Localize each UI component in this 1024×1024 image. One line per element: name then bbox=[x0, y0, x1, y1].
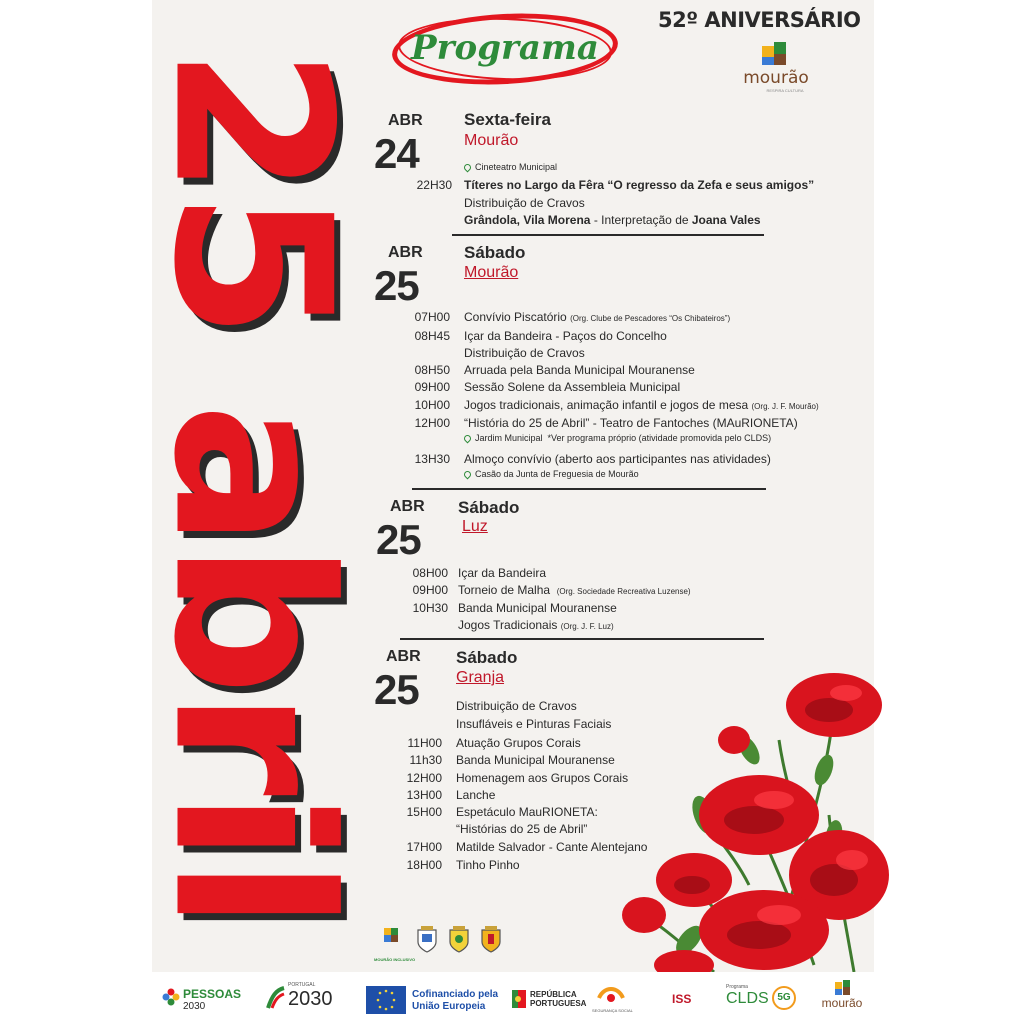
section-divider bbox=[400, 638, 764, 640]
event-line: Arruada pela Banda Municipal Mouranense bbox=[464, 363, 695, 377]
event-time: 10H00 bbox=[414, 398, 450, 412]
iss-text: ISS bbox=[672, 992, 692, 1006]
event-time: 08H50 bbox=[414, 363, 450, 377]
event-line: Torneio de Malha (Org. Sociedade Recreativa Luzense) bbox=[458, 583, 691, 597]
month-label: ABR bbox=[386, 648, 421, 665]
event-line: Banda Municipal Mouranense bbox=[458, 601, 617, 615]
mourao-logo bbox=[736, 42, 816, 92]
event-title: Títeres no Largo da Fêra “O regresso da Zefa e seus amigos” bbox=[464, 178, 815, 192]
carnations-illustration bbox=[584, 665, 874, 972]
logo-square-brown-icon bbox=[774, 54, 786, 65]
day-number: 25 bbox=[376, 516, 421, 563]
eu-cofinanced-logo bbox=[366, 972, 499, 1024]
day-number: 25 bbox=[374, 666, 419, 713]
event-time: 18H00 bbox=[406, 858, 442, 872]
event-line: Distribuição de Cravos bbox=[456, 699, 577, 713]
rp-line-1: REPÚBLICA bbox=[530, 990, 577, 999]
event-line: Distribuição de Cravos bbox=[464, 196, 585, 210]
place-label: Luz bbox=[462, 518, 488, 535]
event-line: Espetáculo MauRIONETA: bbox=[456, 805, 598, 819]
iss-logo bbox=[672, 972, 702, 1024]
anniversary-heading: 52º ANIVERSÁRIO bbox=[658, 8, 861, 32]
logo-name: mourão bbox=[743, 68, 809, 88]
sponsor-footer bbox=[0, 972, 1024, 1024]
event-line: Distribuição de Cravos bbox=[464, 346, 585, 360]
event-time: 17H00 bbox=[406, 840, 442, 854]
mourao-inclusivo-icon bbox=[374, 926, 408, 952]
event-poster bbox=[126, 0, 874, 972]
event-time: 08H00 bbox=[412, 566, 448, 580]
place-label: Granja bbox=[456, 669, 505, 686]
programa-title: Programa bbox=[411, 28, 599, 68]
mourao-inclusivo-text: MOURÃO INCLUSIVO bbox=[374, 957, 416, 962]
location-jardim: Jardim Municipal *Ver programa próprio (atividade promovida pelo CLDS) bbox=[464, 433, 771, 443]
event-time: 09H00 bbox=[412, 583, 448, 597]
portugal-2030-icon bbox=[266, 986, 286, 1010]
event-time: 10H30 bbox=[412, 601, 448, 615]
event-line: Jogos Tradicionais (Org. J. F. Luz) bbox=[458, 618, 614, 632]
event-line: “História do 25 de Abril” - Teatro de Fantoches (MAuRIONETA) bbox=[464, 416, 798, 430]
event-line: Tinho Pinho bbox=[456, 858, 520, 872]
event-line: Grândola, Vila Morena - Interpretação de Joana Vales bbox=[464, 213, 761, 227]
portugal-flag-icon bbox=[512, 990, 526, 1008]
republica-portuguesa-logo bbox=[512, 972, 644, 1024]
event-time: 12H00 bbox=[406, 771, 442, 785]
event-time: 12H00 bbox=[414, 416, 450, 430]
clds-program-label: Programa bbox=[726, 984, 748, 990]
location-casao: Casão da Junta de Freguesia de Mourão bbox=[464, 469, 639, 479]
weekday-label: Sexta-feira bbox=[464, 110, 551, 129]
day-number: 25 bbox=[374, 262, 419, 309]
event-line: Sessão Solene da Assembleia Municipal bbox=[464, 380, 681, 394]
section-divider bbox=[452, 234, 764, 236]
rp-line-2: PORTUGUESA bbox=[530, 999, 587, 1008]
month-label: ABR bbox=[390, 498, 425, 515]
event-line: Lanche bbox=[456, 788, 496, 802]
event-line: Jogos tradicionais, animação infantil e jogos de mesa (Org. J. F. Mourão) bbox=[464, 398, 819, 412]
logo-square-blue-icon bbox=[762, 57, 774, 65]
logo-square-green-icon bbox=[774, 42, 786, 54]
eu-line-2: União Europeia bbox=[412, 1001, 486, 1012]
clds-text: CLDS bbox=[726, 990, 769, 1007]
pessoas-flower-icon bbox=[162, 988, 180, 1006]
event-line: “Histórias do 25 de Abril” bbox=[456, 822, 588, 836]
event-time: 22H30 bbox=[416, 178, 452, 192]
mourao-footer-logo bbox=[816, 972, 868, 1024]
pessoas-text: PESSOAS bbox=[183, 987, 242, 1001]
event-line: Homenagem aos Grupos Corais bbox=[456, 771, 629, 785]
day-number: 24 bbox=[374, 130, 419, 177]
logo-tagline: RESPIRA CULTURA bbox=[766, 88, 804, 93]
parish-crest-3-icon bbox=[480, 926, 502, 954]
mourao-squares-icon bbox=[834, 980, 852, 996]
event-line: Almoço convívio (aberto aos participantes nas atividades) bbox=[464, 452, 771, 466]
portugal-2030-logo bbox=[266, 972, 346, 1024]
big-date-text: 25 abril bbox=[126, 46, 378, 926]
weekday-label: Sábado bbox=[456, 648, 518, 667]
event-line: Içar da Bandeira bbox=[458, 566, 547, 580]
event-time: 07H00 bbox=[414, 310, 450, 324]
municipal-logos bbox=[374, 926, 514, 962]
section-divider bbox=[412, 488, 766, 490]
event-line: Banda Municipal Mouranense bbox=[456, 753, 615, 767]
event-line: Insufláveis e Pinturas Faciais bbox=[456, 717, 612, 731]
event-time: 13H30 bbox=[414, 452, 450, 466]
event-time: 11h30 bbox=[409, 753, 442, 767]
pessoas-year: 2030 bbox=[183, 1001, 206, 1012]
event-line: Atuação Grupos Corais bbox=[456, 736, 581, 750]
event-time: 13H00 bbox=[406, 788, 442, 802]
event-line: Convívio Piscatório (Org. Clube de Pescadores “Os Chibateiros”) bbox=[464, 310, 731, 324]
place-label: Mourão bbox=[464, 132, 519, 149]
portugal-year: 2030 bbox=[288, 988, 333, 1010]
seguranca-social-text: SEGURANÇA SOCIAL bbox=[592, 1008, 633, 1013]
weekday-label: Sábado bbox=[464, 243, 526, 262]
location-pin-icon bbox=[463, 163, 473, 173]
parish-crest-2-icon bbox=[448, 926, 470, 954]
month-label: ABR bbox=[388, 112, 423, 129]
seguranca-social-icon bbox=[596, 984, 626, 1004]
event-time: 08H45 bbox=[414, 329, 450, 343]
weekday-label: Sábado bbox=[458, 498, 520, 517]
parish-crest-1-icon bbox=[416, 926, 438, 954]
portugal-label: PORTUGAL bbox=[288, 982, 316, 988]
location-pin-icon bbox=[463, 434, 473, 444]
eu-line-1: Cofinanciado pela bbox=[412, 989, 499, 1000]
event-time: 15H00 bbox=[406, 805, 442, 819]
pessoas-2030-logo bbox=[162, 972, 242, 1024]
clds-5g-badge: 5G bbox=[772, 986, 796, 1010]
big-date-title bbox=[126, 0, 378, 972]
place-label: Mourão bbox=[464, 264, 519, 281]
month-label: ABR bbox=[388, 244, 423, 261]
event-time: 11H00 bbox=[407, 736, 442, 750]
clds-5g-logo bbox=[726, 972, 802, 1024]
mourao-footer-text: mourão bbox=[821, 996, 863, 1010]
mourao-inclusivo-logo bbox=[374, 926, 416, 962]
event-line: Matilde Salvador - Cante Alentejano bbox=[456, 840, 648, 854]
event-line: Içar da Bandeira - Paços do Concelho bbox=[464, 329, 667, 343]
location-cineteatro: Cineteatro Municipal bbox=[464, 162, 557, 172]
programa-badge bbox=[392, 14, 618, 84]
eu-flag-icon bbox=[366, 986, 406, 1014]
location-pin-icon bbox=[463, 470, 473, 480]
event-time: 09H00 bbox=[414, 380, 450, 394]
